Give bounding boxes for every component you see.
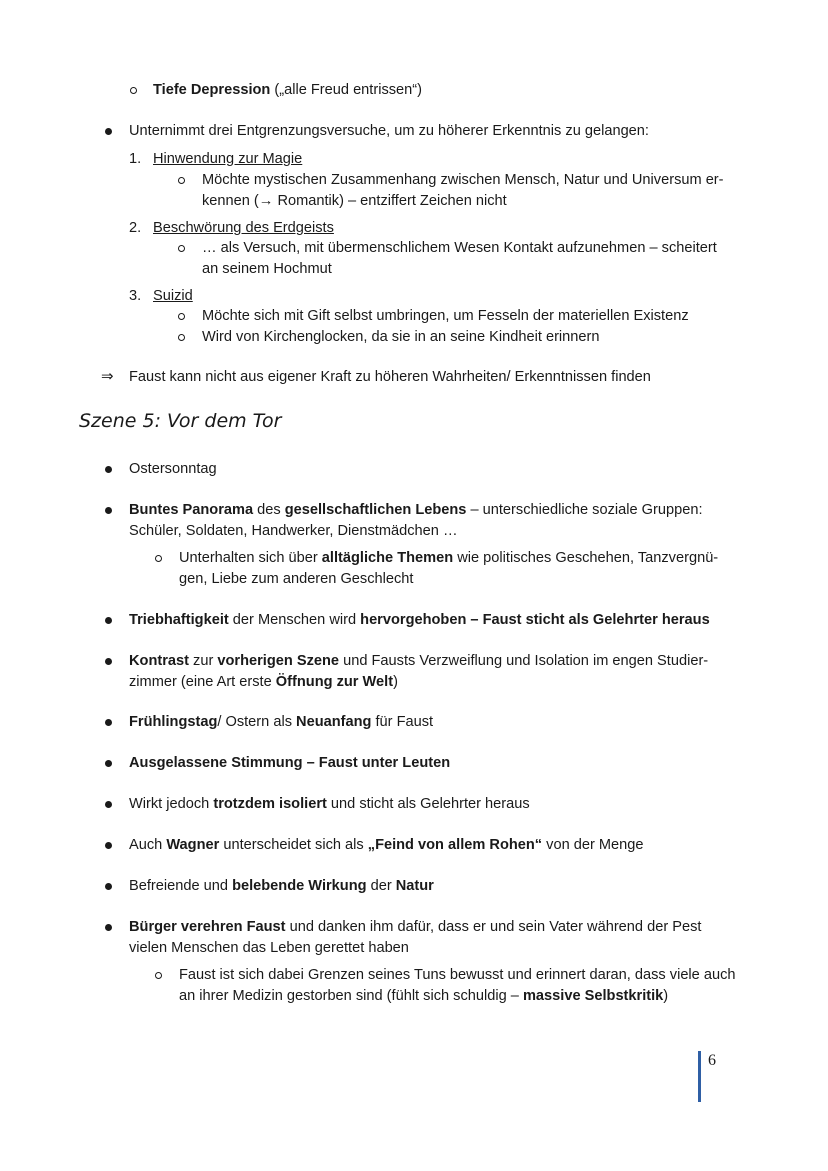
kontrast-line-2: zimmer (eine Art erste Öffnung zur Welt) — [129, 674, 398, 690]
implies-arrow-icon: ⇒ — [101, 368, 114, 385]
sub-line: Möchte sich mit Gift selbst umbringen, um Fesseln der materiellen Existenz — [202, 308, 689, 324]
bullet — [105, 466, 112, 473]
circle-bullet — [178, 313, 185, 320]
kontrast-line-1: Kontrast zur vorherigen Szene und Fausts Verzweiflung und Isolation im engen Studier- — [129, 653, 709, 669]
page-number-bar — [698, 1051, 701, 1102]
sub-line: kennen (→ Romantik) – entziffert Zeichen nicht — [202, 193, 507, 209]
circle-bullet — [178, 177, 185, 184]
conclusion: Faust kann nicht aus eigener Kraft zu höheren Wahrheiten/ Erkenntnissen finden — [129, 369, 651, 385]
bullet — [105, 507, 112, 514]
circle-bullet — [178, 334, 185, 341]
page-number: 6 — [708, 1052, 716, 1069]
bullet — [105, 801, 112, 808]
isoliert-line: Wirkt jedoch trotzdem isoliert und sticht als Gelehrter heraus — [129, 796, 530, 812]
sub-line: Wird von Kirchenglocken, da sie in an seine Kindheit erinnern — [202, 329, 600, 345]
bullet — [105, 760, 112, 767]
natur-line: Befreiende und belebende Wirkung der Natur — [129, 878, 434, 894]
item-title-magie: Hinwendung zur Magie — [153, 151, 303, 167]
item-title-erdgeist: Beschwörung des Erdgeists — [153, 220, 334, 236]
bullet — [105, 719, 112, 726]
fruehling-line: Frühlingstag/ Ostern als Neuanfang für Faust — [129, 714, 434, 730]
buerger-sub-2: an ihrer Medizin gestorben sind (fühlt sich schuldig – massive Selbstkritik) — [179, 988, 669, 1004]
wagner-line: Auch Wagner unterscheidet sich als „Feind von allem Rohen“ von der Menge — [129, 837, 644, 853]
depression-line: Tiefe Depression („alle Freud entrissen“) — [153, 82, 423, 98]
item-number: 2. — [129, 220, 142, 236]
circle-bullet — [155, 555, 162, 562]
ostersonntag: Ostersonntag — [129, 461, 217, 477]
item-number: 3. — [129, 288, 142, 304]
sub-line: … als Versuch, mit übermenschlichem Wesen Kontakt aufzunehmen – scheitert — [202, 240, 717, 256]
bullet — [105, 658, 112, 665]
ausgelassen-line: Ausgelassene Stimmung – Faust unter Leuten — [129, 755, 451, 771]
item-number: 1. — [129, 151, 142, 167]
sub-line: Möchte mystischen Zusammenhang zwischen Mensch, Natur und Universum er- — [202, 172, 724, 188]
bullet — [105, 128, 112, 135]
buerger-sub-1: Faust ist sich dabei Grenzen seines Tuns bewusst und erinnert daran, dass viele auch — [179, 967, 736, 983]
buerger-line-1: Bürger verehren Faust und danken ihm dafür, dass er und sein Vater während der Pest — [129, 919, 702, 935]
panorama-line-2: Schüler, Soldaten, Handwerker, Dienstmädchen … — [129, 523, 458, 539]
circle-bullet — [155, 972, 162, 979]
bullet — [105, 883, 112, 890]
panorama-sub-1: Unterhalten sich über alltägliche Themen wie politisches Geschehen, Tanzvergnü- — [179, 550, 719, 566]
section-heading: Szene 5: Vor dem Tor — [79, 410, 282, 432]
circle-bullet — [130, 87, 137, 94]
circle-bullet — [178, 245, 185, 252]
sub-line: an seinem Hochmut — [202, 261, 332, 277]
bullet — [105, 924, 112, 931]
trieb-line: Triebhaftigkeit der Menschen wird hervorgehoben – Faust sticht als Gelehrter heraus — [129, 612, 710, 628]
item-title-suizid: Suizid — [153, 288, 193, 304]
panorama-line-1: Buntes Panorama des gesellschaftlichen Lebens – unterschiedliche soziale Gruppen: — [129, 502, 703, 518]
bullet — [105, 617, 112, 624]
panorama-sub-2: gen, Liebe zum anderen Geschlecht — [179, 571, 414, 587]
bullet — [105, 842, 112, 849]
buerger-line-2: vielen Menschen das Leben gerettet haben — [129, 940, 409, 956]
versuche-intro: Unternimmt drei Entgrenzungsversuche, um zu höherer Erkenntnis zu gelangen: — [129, 123, 649, 139]
